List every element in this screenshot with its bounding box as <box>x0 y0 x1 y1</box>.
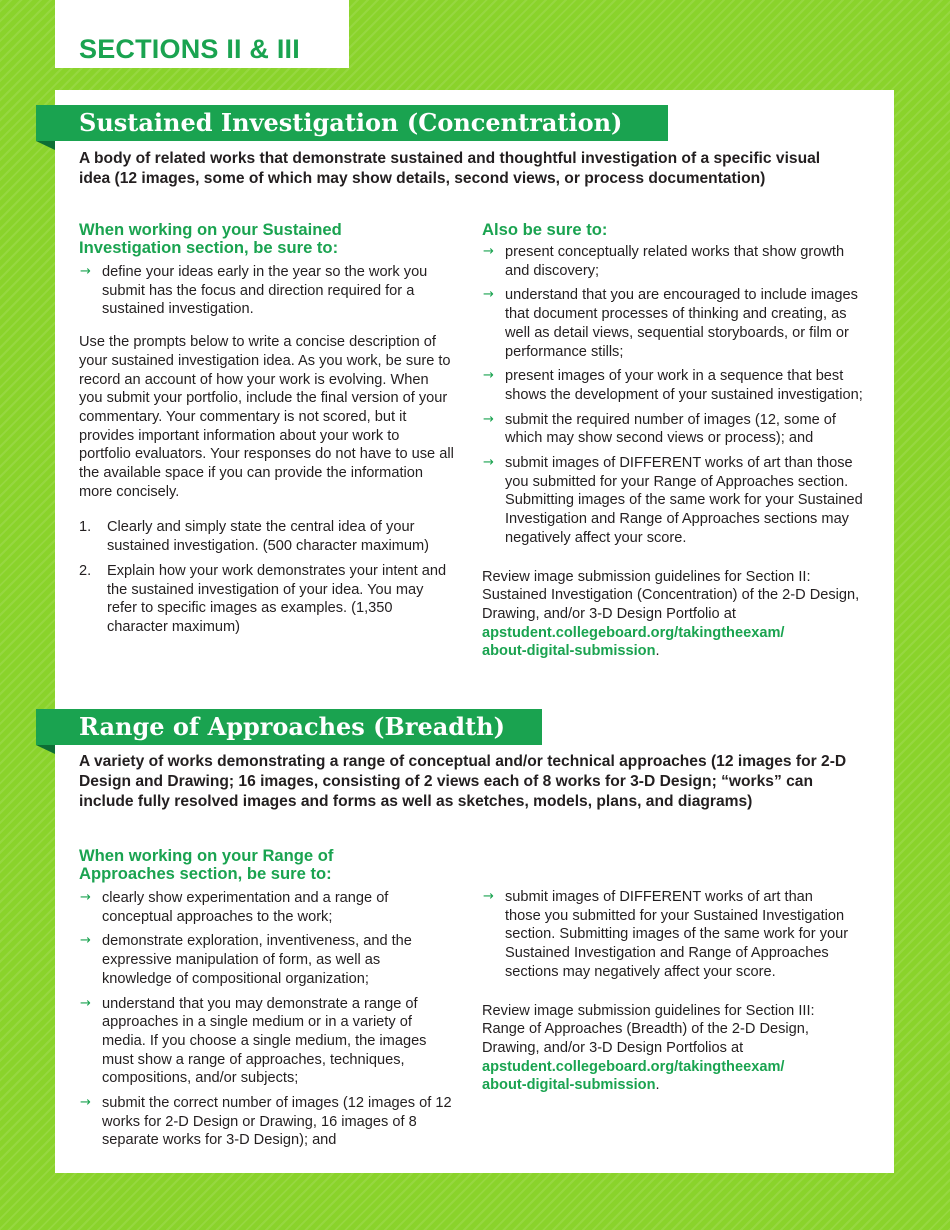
section-header <box>55 0 349 68</box>
arrow-right-icon: → <box>80 264 91 279</box>
list-item: → present conceptually related works that show growth and discovery; <box>483 244 845 279</box>
sustained-title: Sustained Investigation (Concentration) <box>79 108 623 137</box>
range-left-heading: When working on your Range of Approaches section, be sure to: <box>79 846 334 883</box>
list-item: → submit images of DIFFERENT works of art than those you submitted for your Sustained Investigation section. Submitting images of the same work for your Sustained Investigation and Range of Approaches sections may negatively affect your score. <box>483 889 849 980</box>
sustained-left-heading: When working on your Sustained Investigation section, be sure to: <box>79 220 342 257</box>
arrow-right-icon: → <box>483 244 494 259</box>
list-item: → understand that you are encouraged to include images that document processes of thinking and creating, as well as detail views, sequential storyboards, or film or performance stills; <box>483 287 858 360</box>
banner-fold <box>36 141 55 150</box>
list-item: → present images of your work in a sequence that best shows the development of your sustained investigation; <box>483 368 863 403</box>
arrow-right-icon: → <box>483 411 494 427</box>
arrow-right-icon: → <box>483 889 494 904</box>
list-item: → submit images of DIFFERENT works of art than those you submitted for your Range of Approaches section. Submitting images of the same work for your Sustained Investigation and Range of Approaches sections may negatively affect your score. <box>483 455 863 546</box>
list-item: 2. Explain how your work demonstrates your intent and the sustained investigation of your idea. You may refer to specific images as examples. (1,350 character maximum) <box>79 562 447 635</box>
prompt-list <box>79 518 454 636</box>
range-right-list <box>482 888 852 982</box>
arrow-right-icon: → <box>483 287 494 303</box>
range-lead: A variety of works demonstrating a range of conceptual and/or technical approaches (12 images for 2-D Design and Drawing; 16 images, consisting of 2 views each of 8 works for 3-D Design; “works” can include fully resolved images and forms as well as sketches, models, plans, and diagrams) <box>79 753 847 810</box>
sustained-banner <box>36 105 668 141</box>
list-item: → understand that you may demonstrate a range of approaches in a single medium or in a variety of media. If you choose a single medium, the images must show a range of approaches, techniques, compositions, and/or subjects; <box>80 995 427 1087</box>
submission-guidelines-link[interactable]: apstudent.collegeboard.org/takingtheexam/ about-digital-submission <box>482 1058 785 1094</box>
range-title: Range of Approaches (Breadth) <box>79 712 505 741</box>
sustained-instructions: Use the prompts below to write a concise description of your sustained investigation idea. As you work, be sure to record an account of how your work is evolving. When you submit your portfolio, include the final version of your commentary. Your commentary is not scored, but it provides important information about your work to portfolio evaluators. Your responses do not have to use all the available space if you can provide the information more concisely. <box>79 334 454 500</box>
sustained-lead: A body of related works that demonstrate sustained and thoughtful investigation of a specific visual idea (12 images, some of which may show details, second views, or process documentation) <box>79 150 821 187</box>
arrow-right-icon: → <box>80 933 91 949</box>
list-item: 1. Clearly and simply state the central idea of your sustained investigation. (500 character maximum) <box>79 519 430 555</box>
arrow-right-icon: → <box>80 1095 91 1111</box>
list-item: → define your ideas early in the year so the work you submit has the focus and direction required for a sustained investigation. <box>80 264 428 318</box>
sustained-review-note: Review image submission guidelines for Section II: Sustained Investigation (Concentration) of the 2-D Design, Drawing, and/or 3-D Design Portfolio at apstudent.collegeboard.org/takingtheexam/ about-digital-submission. <box>482 568 860 660</box>
list-item: → demonstrate exploration, inventiveness, and the expressive manipulation of form, as well as knowledge of compositional organization; <box>80 933 412 987</box>
sustained-right-list <box>482 243 872 548</box>
sustained-left-list <box>79 263 454 319</box>
sustained-right-column <box>482 221 872 661</box>
list-item: → submit the required number of images (12, some of which may show second views or process); and <box>483 411 836 447</box>
arrow-right-icon: → <box>483 455 494 471</box>
arrow-right-icon: → <box>80 995 91 1011</box>
range-review-note: Review image submission guidelines for Section III: Range of Approaches (Breadth) of the 2-D Design, Drawing, and/or 3-D Design Portfolios at apstudent.collegeboard.org/takingtheexam/ about-digital-submission. <box>482 1002 815 1094</box>
range-banner <box>36 709 542 745</box>
content-page <box>55 90 894 1173</box>
arrow-right-icon: → <box>483 368 494 384</box>
submission-guidelines-link[interactable]: apstudent.collegeboard.org/takingtheexam/ about-digital-submission <box>482 624 785 660</box>
list-item: → clearly show experimentation and a range of conceptual approaches to the work; <box>80 890 389 925</box>
banner-fold <box>36 745 55 754</box>
page-title: SECTIONS II & III <box>79 34 300 64</box>
sustained-left-column <box>79 221 454 643</box>
sustained-right-heading: Also be sure to: <box>482 220 608 239</box>
arrow-right-icon: → <box>80 890 91 905</box>
list-item: → submit the correct number of images (12 images of 12 works for 2-D Design or Drawing, 16 images of 8 separate works for 3-D Design); and <box>80 1095 452 1149</box>
range-left-list <box>79 889 454 1150</box>
range-right-column <box>482 888 852 1095</box>
range-left-column <box>79 847 454 1156</box>
